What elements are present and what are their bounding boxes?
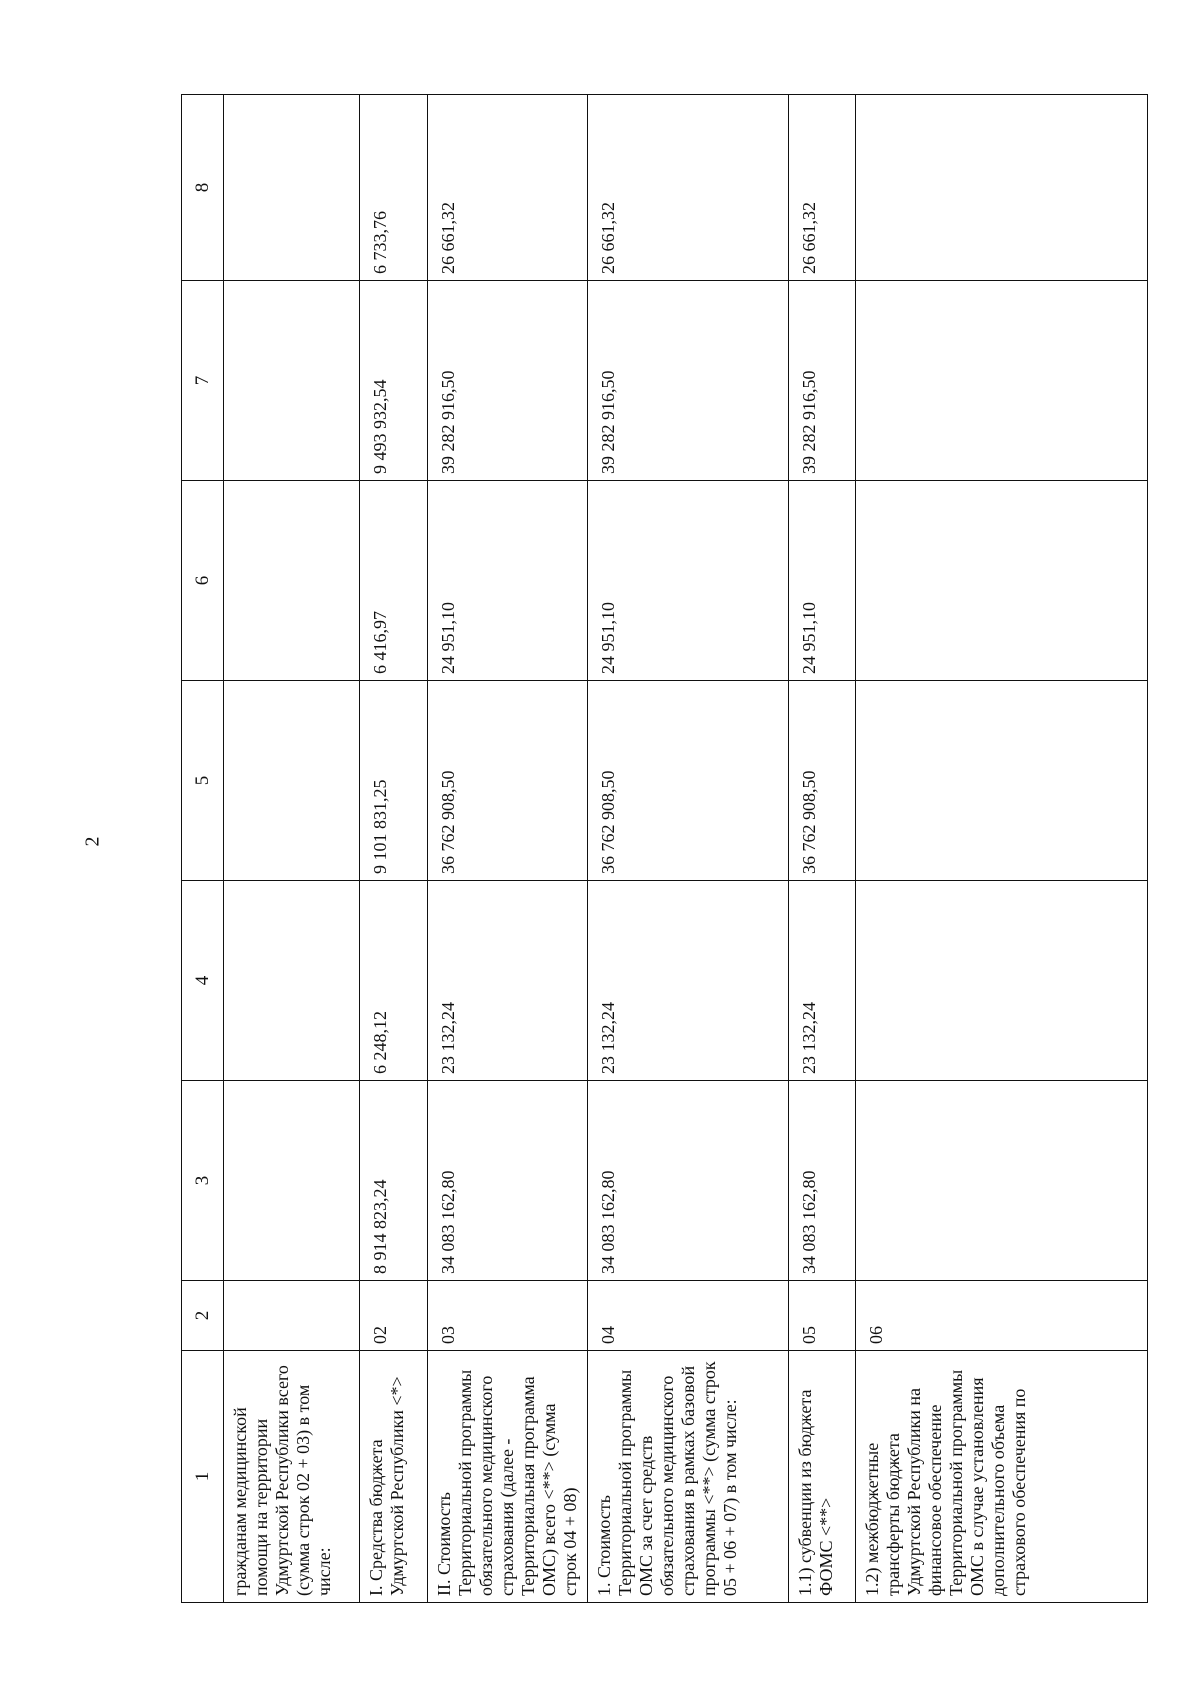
table-cell: [224, 881, 360, 1081]
table-cell: 23 132,24: [788, 881, 855, 1081]
table-cell: [855, 681, 1147, 881]
table-cell: [855, 281, 1147, 481]
column-header: 7: [182, 281, 224, 481]
column-header: 6: [182, 481, 224, 681]
table-cell: 34 083 162,80: [588, 1081, 788, 1281]
table-cell: 24 951,10: [428, 481, 588, 681]
table-row: [360, 95, 428, 1603]
row-code: 04: [588, 1281, 788, 1351]
table-cell: [224, 95, 360, 281]
table-cell: 6 248,12: [360, 881, 428, 1081]
row-code: 02: [360, 1281, 428, 1351]
table-cell: 36 762 908,50: [788, 681, 855, 881]
table-cell: 6 416,97: [360, 481, 428, 681]
row-description: 1.2) межбюджетные трансферты бюджета Удмуртской Республики на финансовое обеспечение Территориальной программы ОМС в случае установления дополнительного объема страхового обеспечения по: [855, 1351, 1147, 1603]
row-description: 1.1) субвенции из бюджета ФОМС <**>: [788, 1351, 855, 1603]
row-code: 05: [788, 1281, 855, 1351]
table-cell: [855, 481, 1147, 681]
table-cell: 24 951,10: [788, 481, 855, 681]
table-row: [224, 95, 360, 1603]
table-cell: [224, 681, 360, 881]
table-row: [428, 95, 588, 1603]
table-cell: [855, 1081, 1147, 1281]
table-cell: 34 083 162,80: [788, 1081, 855, 1281]
table-cell: 23 132,24: [428, 881, 588, 1081]
table-cell: 6 733,76: [360, 95, 428, 281]
row-description: 1. Стоимость Территориальной программы ОМС за счет средств обязательного медицинского страхования в рамках базовой программы <**> (сумма строк 05 + 06 + 07) в том числе:: [588, 1351, 788, 1603]
table-cell: 9 493 932,54: [360, 281, 428, 481]
table-cell: 24 951,10: [588, 481, 788, 681]
table-cell: 39 282 916,50: [588, 281, 788, 481]
table-cell: 26 661,32: [788, 95, 855, 281]
column-header: 8: [182, 95, 224, 281]
column-header: 3: [182, 1081, 224, 1281]
table-cell: 23 132,24: [588, 881, 788, 1081]
table-cell: 39 282 916,50: [788, 281, 855, 481]
table-cell: [224, 281, 360, 481]
budget-table-region: [181, 95, 1148, 1603]
table-cell: [224, 1081, 360, 1281]
table-cell: 26 661,32: [588, 95, 788, 281]
table-row: [788, 95, 855, 1603]
row-code: [224, 1281, 360, 1351]
column-header: 5: [182, 681, 224, 881]
row-description: гражданам медицинской помощи на территории Удмуртской Республики всего (сумма строк 02 + 03) в том числе:: [224, 1351, 360, 1603]
table-row: [855, 95, 1147, 1603]
column-header: 4: [182, 881, 224, 1081]
table-row: [588, 95, 788, 1603]
row-description: I. Средства бюджета Удмуртской Республики <*>: [360, 1351, 428, 1603]
table-cell: 26 661,32: [428, 95, 588, 281]
row-description: II. Стоимость Территориальной программы обязательного медицинского страхования (далее - Территориальная программа ОМС) всего <**> (сумма строк 04 + 08): [428, 1351, 588, 1603]
table-cell: 8 914 823,24: [360, 1081, 428, 1281]
column-header: 1: [182, 1351, 224, 1603]
table-cell: 39 282 916,50: [428, 281, 588, 481]
table-cell: [855, 95, 1147, 281]
table-cell: [224, 481, 360, 681]
table-cell: 36 762 908,50: [428, 681, 588, 881]
table-cell: 9 101 831,25: [360, 681, 428, 881]
row-code: 03: [428, 1281, 588, 1351]
rotated-table-container: [181, 95, 1148, 1603]
table-header-row: [182, 95, 224, 1603]
budget-table: [181, 94, 1148, 1603]
table-cell: 34 083 162,80: [428, 1081, 588, 1281]
row-code: 06: [855, 1281, 1147, 1351]
page-number: 2: [81, 836, 104, 847]
table-cell: 36 762 908,50: [588, 681, 788, 881]
table-cell: [855, 881, 1147, 1081]
column-header: 2: [182, 1281, 224, 1351]
